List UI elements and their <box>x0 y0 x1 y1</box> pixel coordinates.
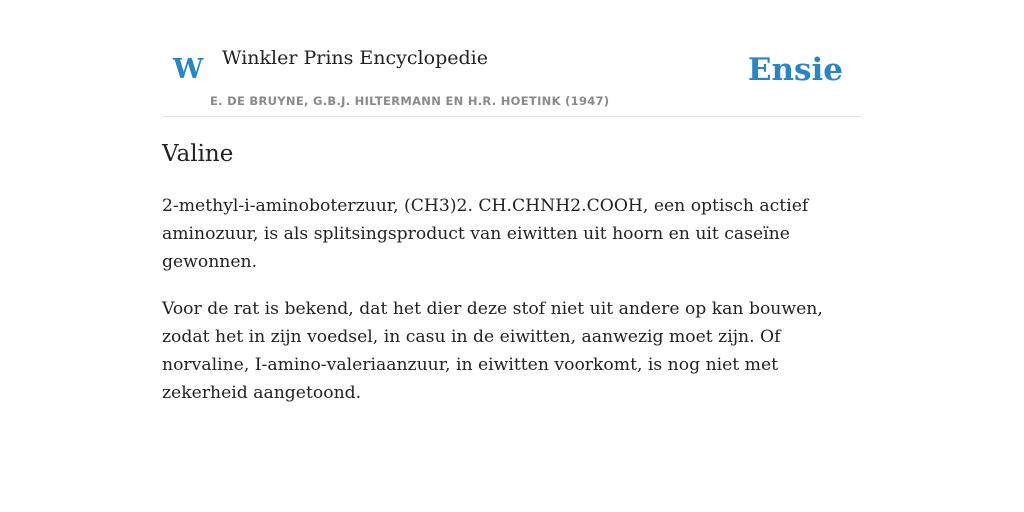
winkler-prins-logo[interactable]: W <box>173 54 204 85</box>
article-body <box>162 192 868 426</box>
site-header <box>162 40 862 117</box>
authors-line: E. DE BRUYNE, G.B.J. HILTERMANN EN H.R. HOETINK (1947) <box>210 94 610 108</box>
article-title: Valine <box>162 141 234 167</box>
ensie-logo[interactable]: Ensie <box>747 52 843 88</box>
article-paragraph: 2-methyl-i-aminoboterzuur, (CH3)2. CH.CHNH2.COOH, een optisch actief aminozuur, is als splitsingsproduct van eiwitten uit hoorn en uit caseïne gewonnen. <box>162 196 809 272</box>
site-title[interactable]: Winkler Prins Encyclopedie <box>222 47 488 69</box>
article-paragraph: Voor de rat is bekend, dat het dier deze stof niet uit andere op kan bouwen, zodat het in zijn voedsel, in casu in de eiwitten, aanwezig moet zijn. Of norvaline, I-amino-valeriaanzuur, in eiwitten voorkomt, is nog niet met zekerheid aangetoond. <box>162 299 823 403</box>
